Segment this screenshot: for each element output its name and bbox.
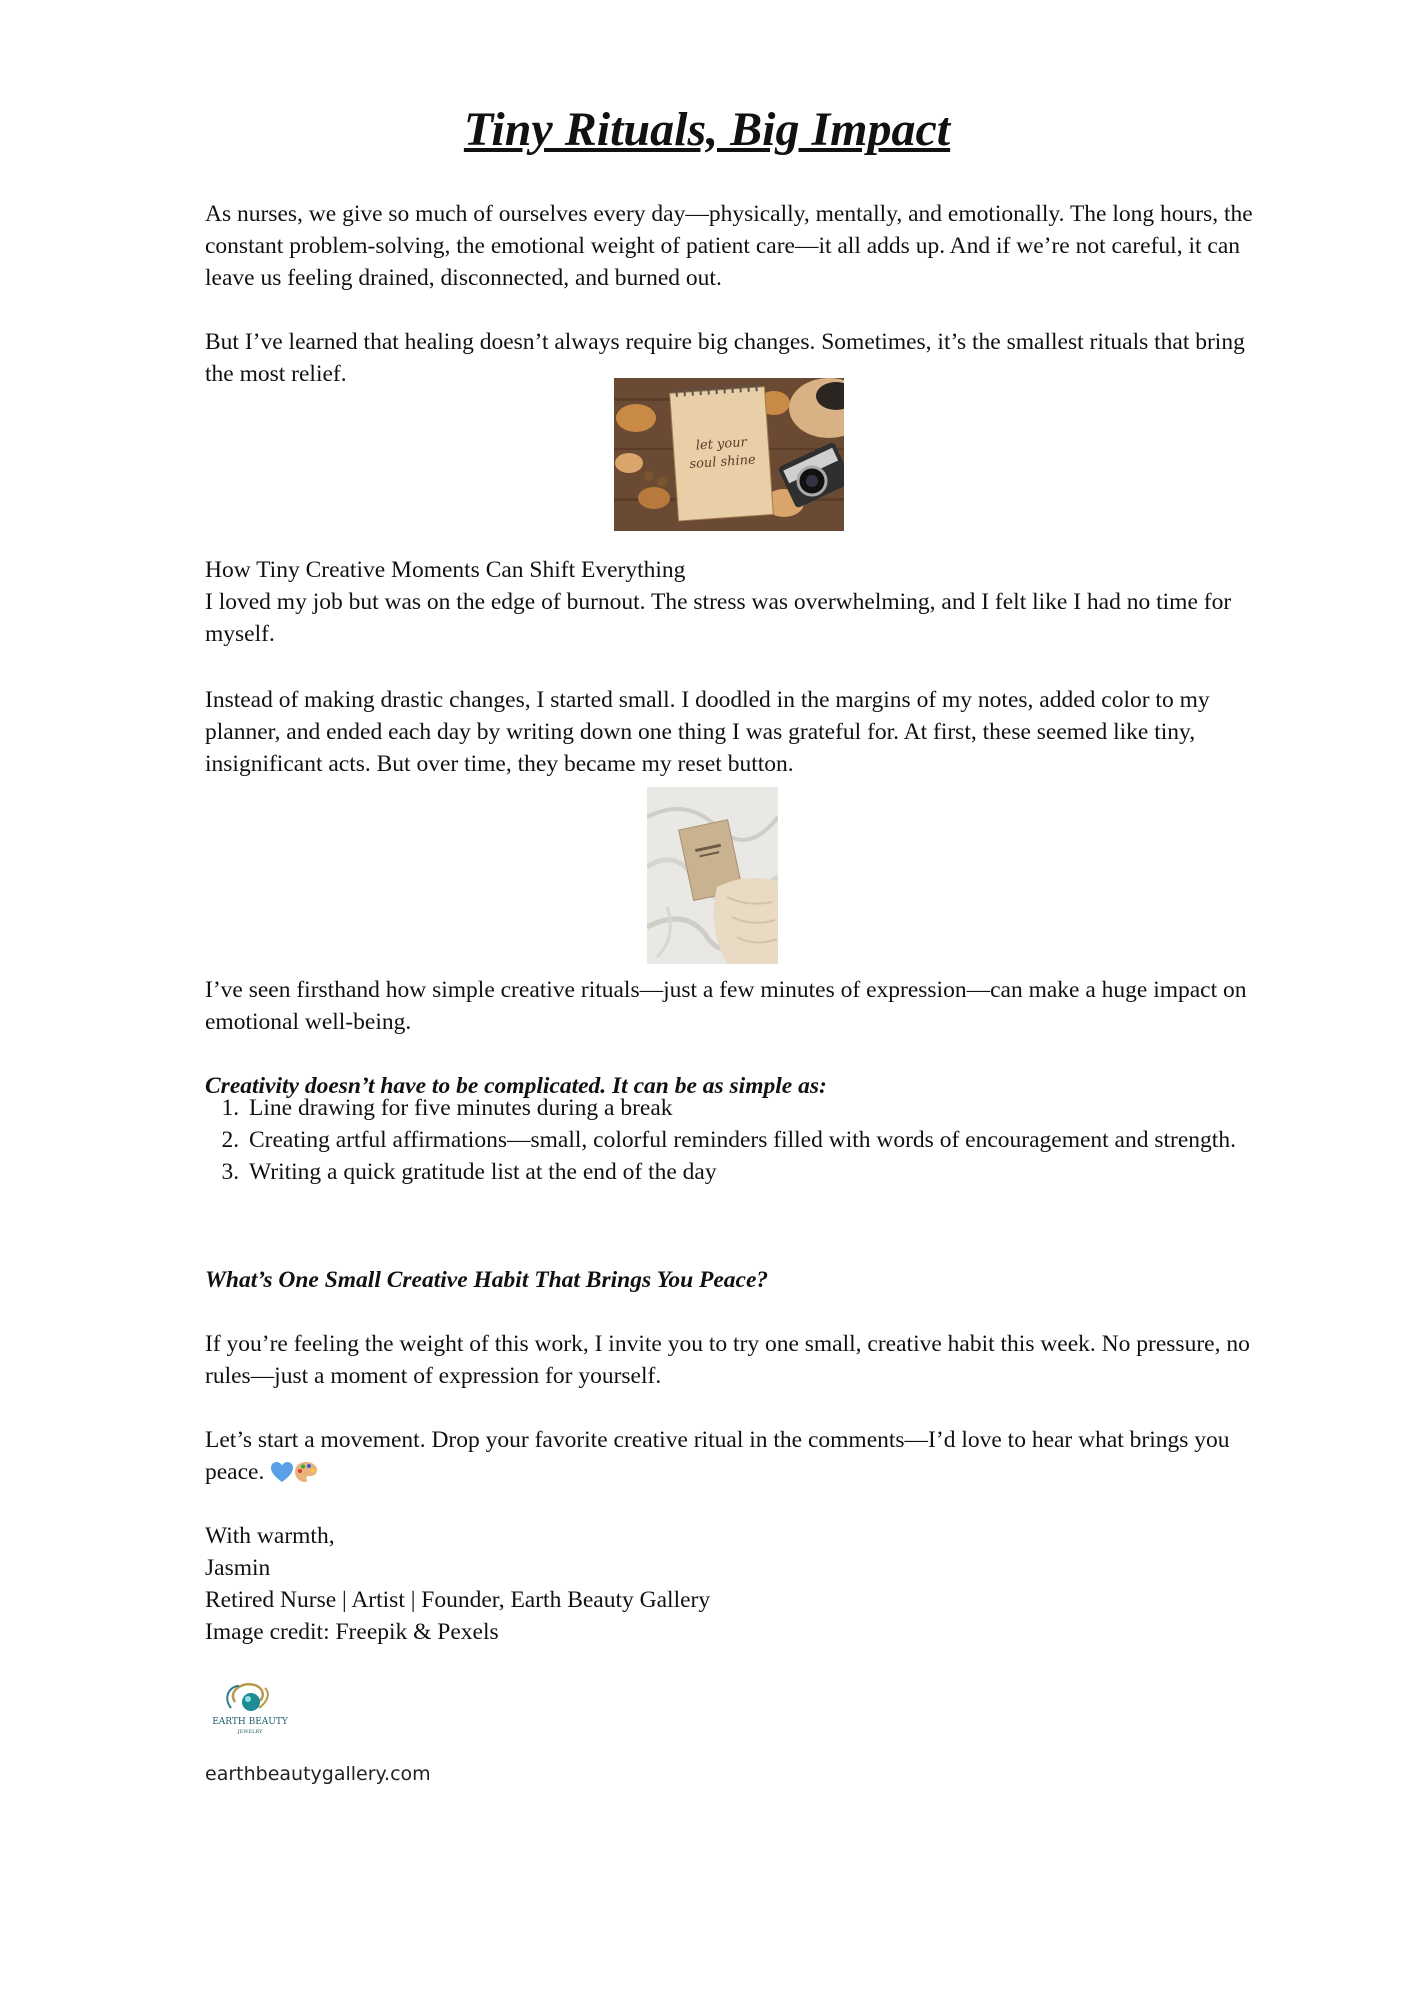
firsthand-paragraph: I’ve seen firsthand how simple creative rituals—just a few minutes of expression—can make a huge impact on emotional well-being. (205, 977, 1247, 1035)
list-item: 1. Line drawing for five minutes during a break (245, 1092, 1305, 1124)
movement-paragraph (205, 1424, 1265, 1492)
website-url: earthbeautygallery.com (205, 1763, 431, 1785)
healing-paragraph: But I’ve learned that healing doesn’t always require big changes. Sometimes, it’s the smallest rituals that bring the most relief. (205, 329, 1245, 387)
movement-text: Let’s start a movement. Drop your favorite creative ritual in the comments—I’d love to hear what brings you peace. (205, 1427, 1230, 1485)
notebook-shape (669, 383, 773, 521)
logo-subtext: JEWELRY (237, 1729, 263, 1735)
journal-photo-svg (647, 787, 778, 964)
logo-text: EARTH BEAUTY (212, 1717, 288, 1727)
image-credit: Image credit: Freepik & Pexels (205, 1619, 499, 1645)
journal-photo (647, 787, 778, 964)
leaf-shape (615, 453, 643, 473)
notebook-photo-svg (614, 378, 844, 531)
intro-paragraph: As nurses, we give so much of ourselves every day—physically, mentally, and emotionally. The long hours, the constant problem-solving, the emotional weight of patient care—it all adds up. And if we’re not careful, it can leave us feeling drained, disconnected, and burned out. (205, 201, 1253, 291)
question-heading: What’s One Small Creative Habit That Brings You Peace? (205, 1267, 769, 1293)
burnout-paragraph: I loved my job but was on the edge of burnout. The stress was overwhelming, and I felt like I had no time for myself. (205, 589, 1232, 647)
list-intro: Creativity doesn’t have to be complicated. It can be as simple as: (205, 1073, 827, 1099)
notebook-text-line2: soul shine (688, 452, 757, 473)
leaf-shape (638, 487, 670, 509)
closing-line: With warmth, (205, 1523, 335, 1549)
author-name: Jasmin (205, 1555, 271, 1581)
notebook-photo (614, 378, 844, 531)
page-title: Tiny Rituals, Big Impact (463, 103, 951, 156)
list-item: 2. Creating artful affirmations—small, colorful reminders filled with words of encouragement and strength. (245, 1124, 1305, 1156)
section-subheading: How Tiny Creative Moments Can Shift Everything (205, 557, 686, 583)
blue-heart-icon (270, 1460, 294, 1492)
ritual-list (205, 1092, 1305, 1188)
small-start-paragraph: Instead of making drastic changes, I started small. I doodled in the margins of my notes, added color to my planner, and ended each day by writing down one thing I was grateful for. At first, these seemed like tiny, insignificant acts. But over time, they became my reset button. (205, 687, 1210, 777)
artist-palette-icon (294, 1460, 318, 1492)
earth-beauty-logo (205, 1672, 295, 1738)
invite-paragraph: If you’re feeling the weight of this work, I invite you to try one small, creative habit this week. No pressure, no rules—just a moment of expression for yourself. (205, 1331, 1250, 1389)
author-role: Retired Nurse | Artist | Founder, Earth Beauty Gallery (205, 1587, 711, 1613)
logo-emblem-icon (205, 1672, 295, 1738)
list-item: 3. Writing a quick gratitude list at the end of the day (245, 1156, 1305, 1188)
notebook-text-line1: let your (695, 435, 748, 454)
leaf-shape (616, 404, 656, 432)
